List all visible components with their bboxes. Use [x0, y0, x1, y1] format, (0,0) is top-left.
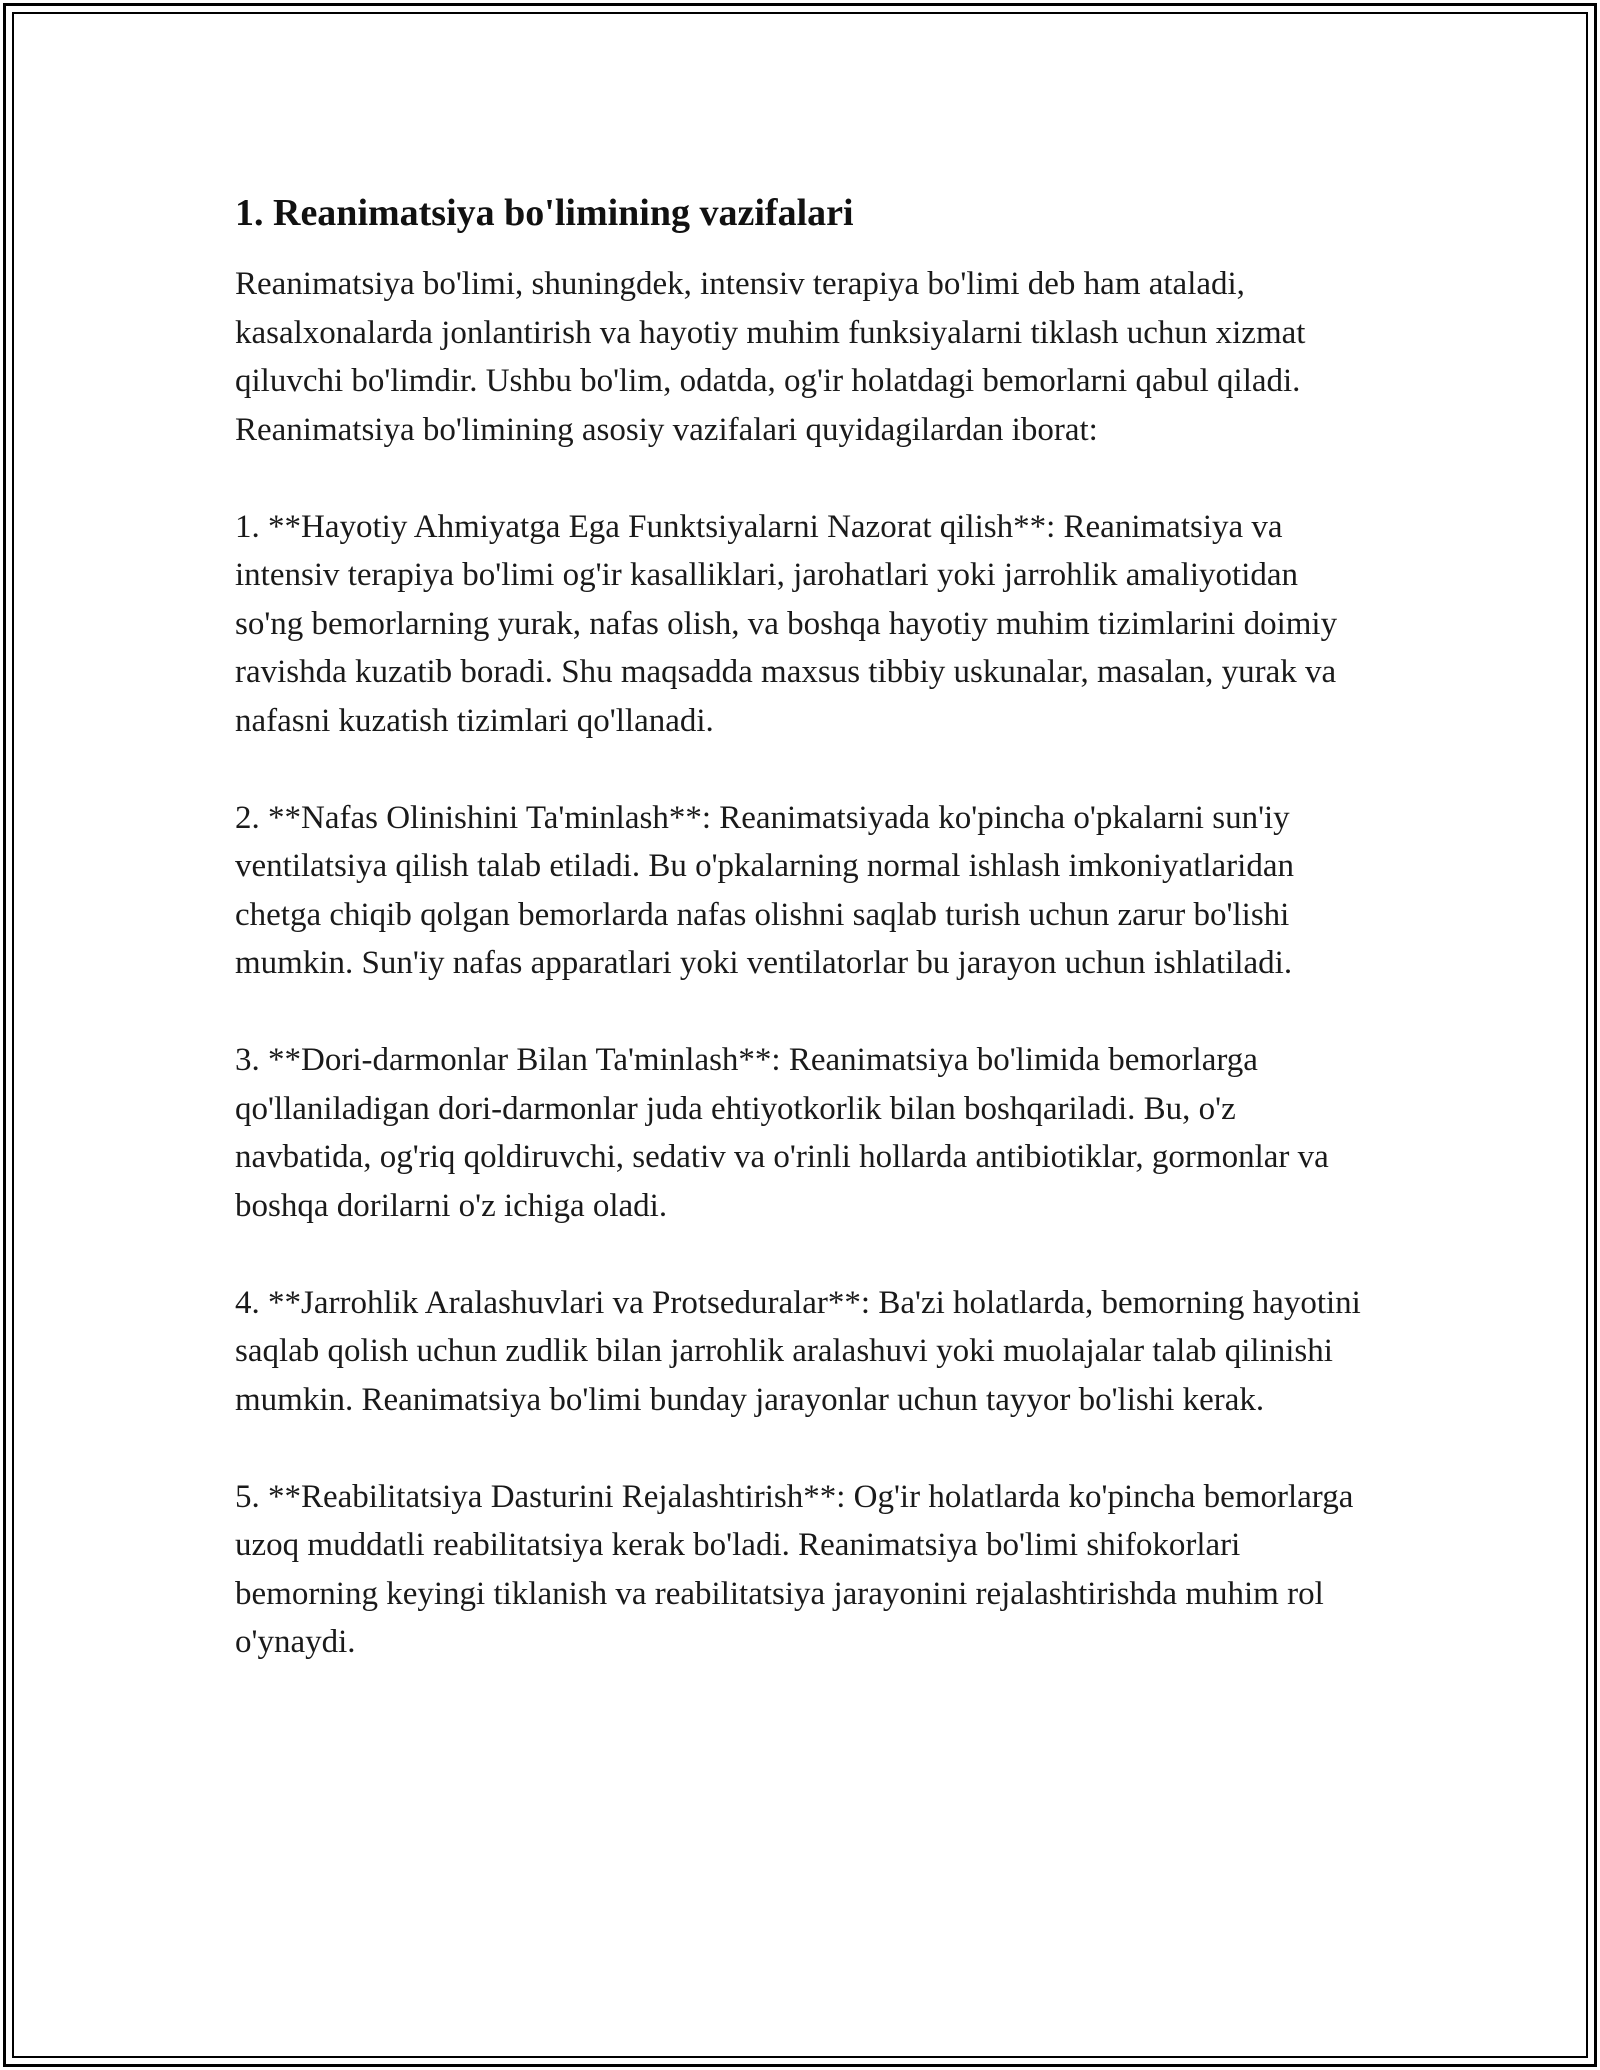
- paragraph-item-4: 4. **Jarrohlik Aralashuvlari va Protseduralar**: Ba'zi holatlarda, bemorning hayotini saqlab qolish uchun zudlik bilan jarrohlik aralashuvi yoki muolajalar talab qilinishi mumkin. Reanimatsiya bo'limi bunday jarayonlar uchun tayyor bo'lishi kerak.: [235, 1284, 1361, 1418]
- paragraph-intro: Reanimatsiya bo'limi, shuningdek, intensiv terapiya bo'limi deb ham ataladi, kasalxonalarda jonlantirish va hayotiy muhim funksiyalarni tiklash uchun xizmat qiluvchi bo'limdir. Ushbu bo'lim, odatda, og'ir holatdagi bemorlarni qabul qiladi. Reanimatsiya bo'limining asosiy vazifalari quyidagilardan iborat:: [235, 266, 1306, 448]
- paragraph-item-2: 2. **Nafas Olinishini Ta'minlash**: Reanimatsiyada ko'pincha o'pkalarni sun'iy ventilatsiya qilish talab etiladi. Bu o'pkalarning normal ishlash imkoniyatlaridan chetga chiqib qolgan bemorlarda nafas olishni saqlab turish uchun zarur bo'lishi mumkin. Sun'iy nafas apparatlari yoki ventilatorlar bu jarayon uchun ishlatiladi.: [235, 799, 1294, 981]
- paragraph-item-3: 3. **Dori-darmonlar Bilan Ta'minlash**: Reanimatsiya bo'limida bemorlarga qo'llaniladigan dori-darmonlar juda ehtiyotkorlik bilan boshqariladi. Bu, o'z navbatida, og'riq qoldiruvchi, sedativ va o'rinli hollarda antibiotiklar, gormonlar va boshqa dorilarni o'z ichiga oladi.: [235, 1042, 1329, 1224]
- paragraph-item-5: 5. **Reabilitatsiya Dasturini Rejalashtirish**: Og'ir holatlarda ko'pincha bemorlarga uzoq muddatli reabilitatsiya kerak bo'ladi. Reanimatsiya bo'limi shifokorlari bemorning keyingi tiklanish va reabilitatsiya jarayonini rejalashtirishda muhim rol o'ynaydi.: [235, 1478, 1354, 1660]
- paragraph-item-1: 1. **Hayotiy Ahmiyatga Ega Funktsiyalarni Nazorat qilish**: Reanimatsiya va intensiv terapiya bo'limi og'ir kasalliklari, jarohatlari yoki jarrohlik amaliyotidan so'ng bemorlarning yurak, nafas olish, va boshqa hayotiy muhim tizimlarini doimiy ravishda kuzatib boradi. Shu maqsadda maxsus tibbiy uskunalar, masalan, yurak va nafasni kuzatish tizimlari qo'llanadi.: [235, 508, 1338, 739]
- document-body: [235, 188, 1370, 1715]
- document-title: 1. Reanimatsiya bo'limining vazifalari: [235, 192, 854, 234]
